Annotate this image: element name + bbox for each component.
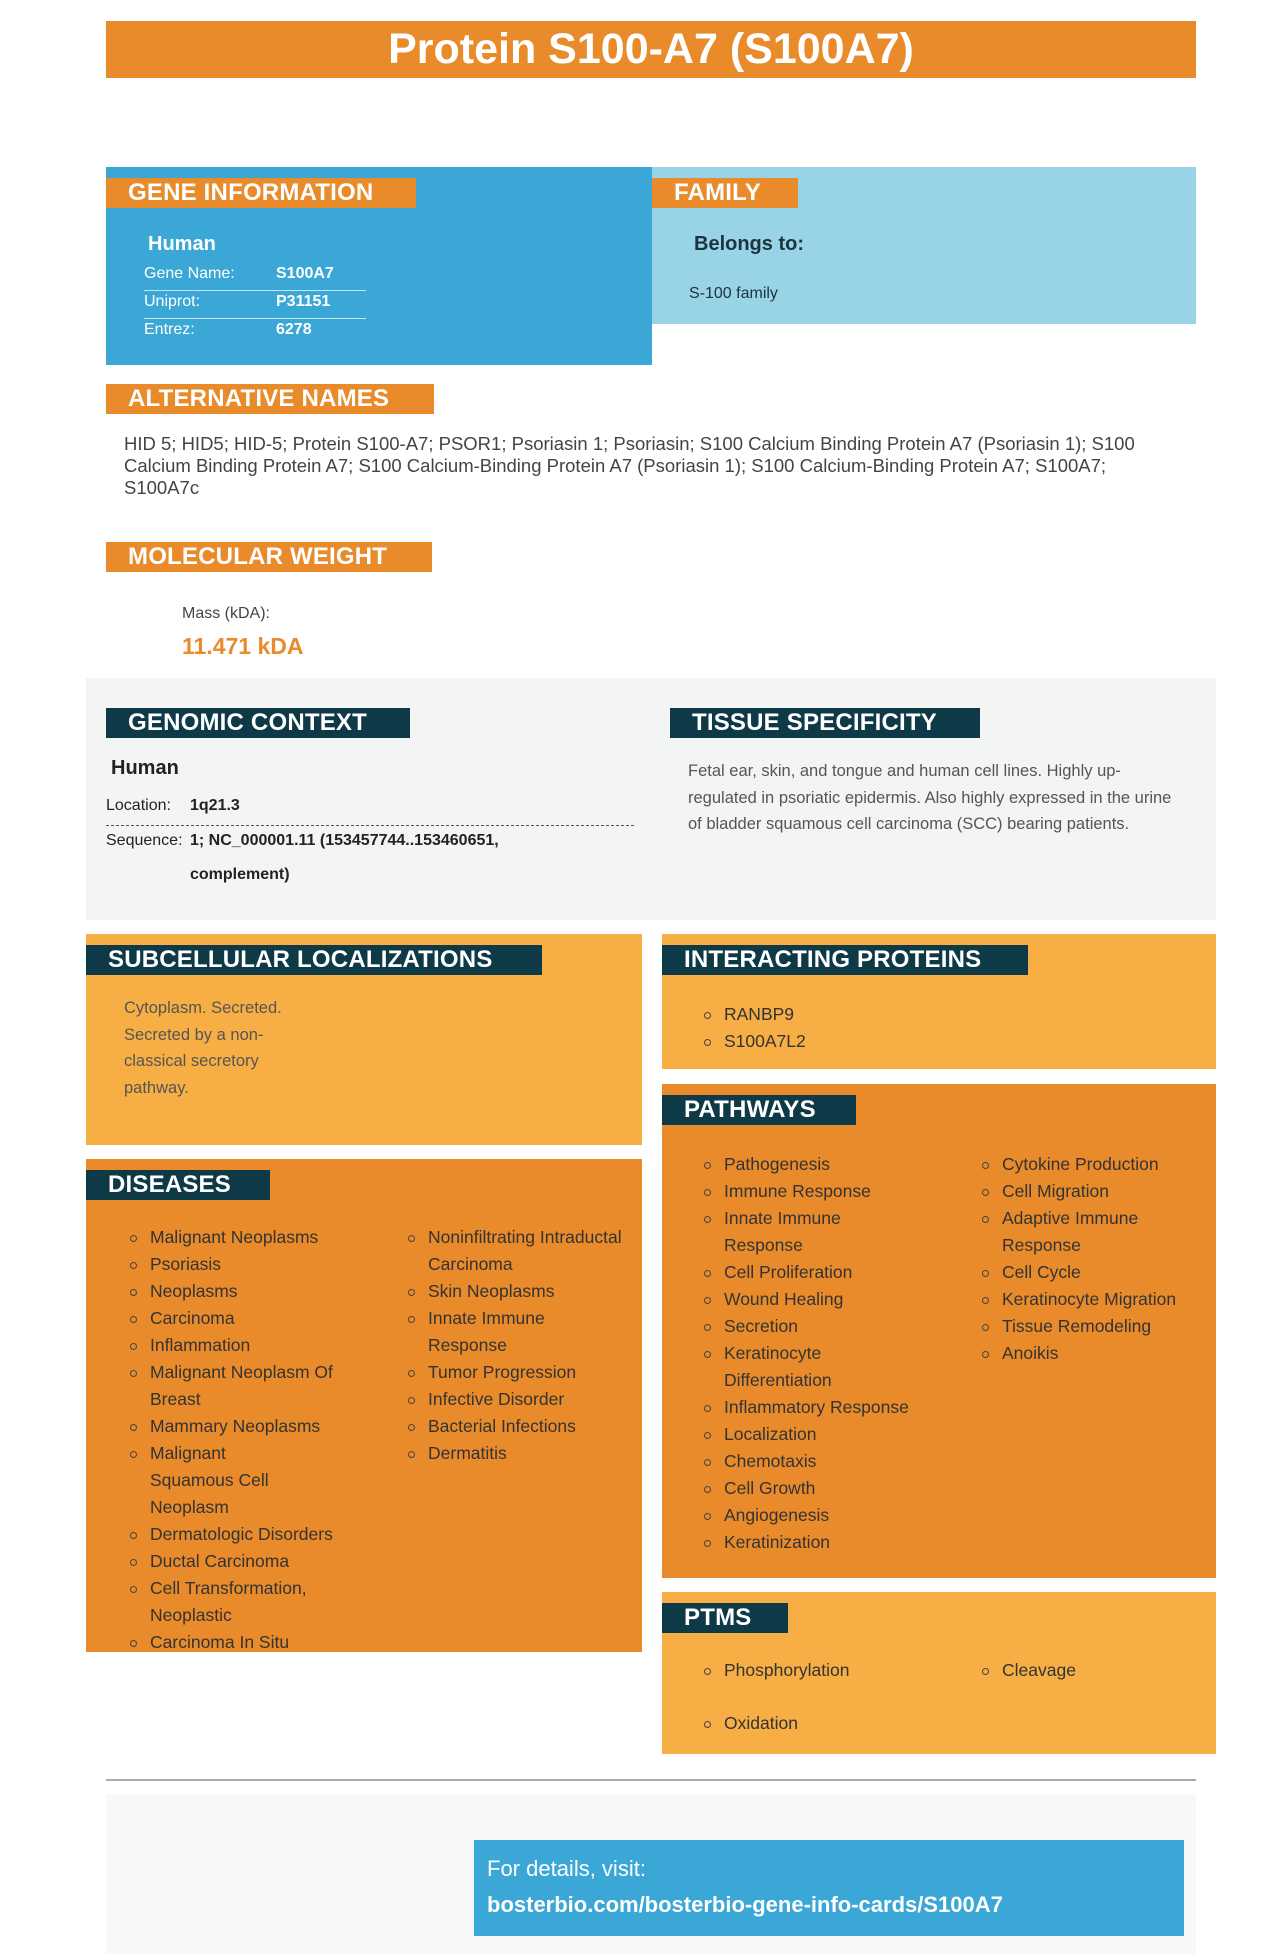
list-item: Immune Response	[702, 1178, 938, 1205]
diseases-heading: DISEASES	[86, 1170, 270, 1200]
page-title: Protein S100-A7 (S100A7)	[388, 25, 914, 73]
diseases-list-col1	[128, 1224, 348, 1656]
family-value: S-100 family	[689, 285, 778, 302]
list-item: Neoplasms	[128, 1278, 348, 1305]
ptms-panel	[662, 1592, 1216, 1754]
list-item: Adaptive Immune Response	[980, 1205, 1200, 1259]
list-item: Bacterial Infections	[406, 1413, 636, 1440]
list-item: Cleavage	[980, 1657, 1200, 1684]
list-item: Cell Transformation, Neoplastic	[128, 1575, 348, 1629]
family-belongs-label: Belongs to:	[694, 233, 804, 255]
list-item: Malignant Neoplasms	[128, 1224, 348, 1251]
diseases-panel	[86, 1159, 642, 1652]
alternative-names-text: HID 5; HID5; HID-5; Protein S100-A7; PSOR1; Psoriasin 1; Psoriasin; S100 Calcium Binding Protein A7 (Psoriasin 1); S100 Calcium Binding Protein A7; S100 Calcium-Binding Protein A7 (Psoriasin 1); S100 Calcium-Binding Protein A7; S100A7; S100A7c	[124, 433, 1135, 498]
uniprot-row	[144, 293, 366, 315]
list-item: Cytokine Production	[980, 1151, 1200, 1178]
ptms-heading: PTMS	[662, 1603, 788, 1633]
list-item: Dermatitis	[406, 1440, 636, 1467]
gene-information-heading: GENE INFORMATION	[106, 178, 416, 208]
gene-information-panel	[106, 167, 652, 365]
pathways-list-col1	[702, 1151, 938, 1556]
gene-name-value: S100A7	[276, 265, 334, 282]
list-item: Pathogenesis	[702, 1151, 938, 1178]
entrez-row	[144, 321, 366, 343]
uniprot-key: Uniprot:	[144, 293, 201, 310]
family-heading: FAMILY	[652, 178, 798, 208]
pathways-list-col2	[980, 1151, 1200, 1367]
footer-link[interactable]: bosterbio.com/bosterbio-gene-info-cards/S100A7	[487, 1892, 1003, 1917]
list-item: Carcinoma In Situ	[128, 1629, 348, 1656]
subcellular-heading: SUBCELLULAR LOCALIZATIONS	[86, 945, 542, 975]
list-item: Malignant Squamous Cell Neoplasm	[128, 1440, 348, 1521]
list-item: Psoriasis	[128, 1251, 348, 1278]
list-item: Anoikis	[980, 1340, 1200, 1367]
pathways-heading: PATHWAYS	[662, 1095, 856, 1125]
list-item: Carcinoma	[128, 1305, 348, 1332]
footer-line1: For details, visit:	[487, 1856, 646, 1881]
mass-value: 11.471 kDA	[182, 633, 304, 659]
entrez-key: Entrez:	[144, 321, 195, 338]
title-bar	[106, 21, 1196, 78]
list-item: Keratinocyte Migration	[980, 1286, 1200, 1313]
sequence-value-line2: complement)	[190, 866, 290, 883]
footer-divider	[106, 1779, 1196, 1781]
list-item: Keratinization	[702, 1529, 938, 1556]
list-item: Phosphorylation	[702, 1657, 938, 1684]
list-item: Chemotaxis	[702, 1448, 938, 1475]
list-item: Tumor Progression	[406, 1359, 636, 1386]
location-value: 1q21.3	[190, 797, 240, 814]
gene-kv-table	[144, 265, 366, 355]
genomic-species: Human	[111, 757, 179, 779]
list-item: Cell Proliferation	[702, 1259, 938, 1286]
interacting-proteins-panel	[662, 934, 1216, 1069]
list-item: Oxidation	[702, 1710, 938, 1737]
footer-link-box[interactable]	[474, 1840, 1184, 1936]
list-item: Skin Neoplasms	[406, 1278, 636, 1305]
uniprot-value: P31151	[276, 293, 331, 310]
subcellular-text: Cytoplasm. Secreted. Secreted by a non-classical secretory pathway.	[124, 999, 282, 1097]
gene-name-key: Gene Name:	[144, 265, 235, 282]
list-item: Angiogenesis	[702, 1502, 938, 1529]
list-item: Inflammation	[128, 1332, 348, 1359]
genomic-context-heading: GENOMIC CONTEXT	[106, 708, 410, 738]
molecular-weight-heading: MOLECULAR WEIGHT	[106, 542, 432, 572]
entrez-value: 6278	[276, 321, 312, 338]
subcellular-panel	[86, 934, 642, 1145]
list-item: Secretion	[702, 1313, 938, 1340]
list-item: Mammary Neoplasms	[128, 1413, 348, 1440]
gene-species: Human	[148, 233, 216, 255]
list-item: Innate Immune Response	[702, 1205, 938, 1259]
ptms-list-col2	[980, 1657, 1200, 1684]
list-item: Cell Migration	[980, 1178, 1200, 1205]
gene-row-divider	[144, 318, 366, 319]
location-label: Location:	[106, 797, 171, 814]
ptms-list-col1	[702, 1657, 938, 1737]
list-item: RANBP9	[702, 1001, 1002, 1028]
family-panel	[652, 167, 1196, 324]
list-item: Keratinocyte Differentiation	[702, 1340, 938, 1394]
tissue-specificity-heading: TISSUE SPECIFICITY	[670, 708, 980, 738]
tissue-specificity-text: Fetal ear, skin, and tongue and human cell lines. Highly up-regulated in psoriatic epidermis. Also highly expressed in the urine of bladder squamous cell carcinoma (SCC) bearing patients.	[688, 762, 1172, 833]
sequence-value-line1: 1; NC_000001.11 (153457744..153460651,	[190, 832, 499, 849]
list-item: Cell Cycle	[980, 1259, 1200, 1286]
interacting-proteins-heading: INTERACTING PROTEINS	[662, 945, 1028, 975]
pathways-panel	[662, 1084, 1216, 1578]
list-item: Noninfiltrating Intraductal Carcinoma	[406, 1224, 636, 1278]
list-item: S100A7L2	[702, 1028, 1002, 1055]
genomic-divider	[106, 825, 634, 826]
list-item: Ductal Carcinoma	[128, 1548, 348, 1575]
alternative-names-heading: ALTERNATIVE NAMES	[106, 384, 434, 414]
gene-row-divider	[144, 290, 366, 291]
list-item: Innate Immune Response	[406, 1305, 636, 1359]
list-item: Localization	[702, 1421, 938, 1448]
list-item: Tissue Remodeling	[980, 1313, 1200, 1340]
list-item: Cell Growth	[702, 1475, 938, 1502]
diseases-list-col2	[406, 1224, 636, 1467]
list-item: Wound Healing	[702, 1286, 938, 1313]
mass-label: Mass (kDA):	[182, 605, 270, 622]
interacting-proteins-list	[702, 1001, 1002, 1055]
gene-name-row	[144, 265, 366, 287]
list-item: Dermatologic Disorders	[128, 1521, 348, 1548]
list-item: Malignant Neoplasm Of Breast	[128, 1359, 348, 1413]
list-item: Inflammatory Response	[702, 1394, 938, 1421]
list-item: Infective Disorder	[406, 1386, 636, 1413]
sequence-label: Sequence:	[106, 832, 183, 849]
